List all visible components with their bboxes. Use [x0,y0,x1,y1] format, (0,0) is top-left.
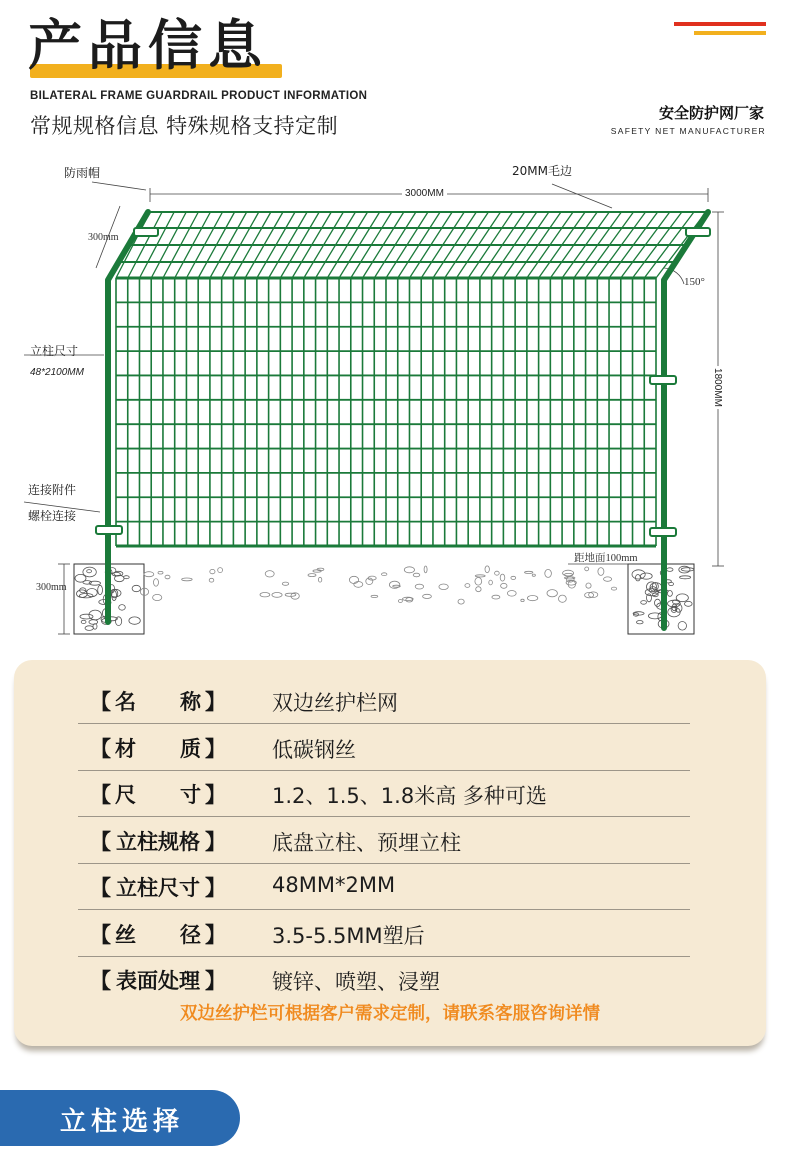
spec-value: 3.5-5.5MM塑后 [272,923,425,948]
gravel-stone [565,573,573,576]
gravel-stone [489,580,493,585]
gravel-stone [423,594,432,598]
spec-key: 【 立柱尺寸 】 [90,876,226,900]
connector-label-2: 螺栓连接 [28,509,77,523]
spec-value: 48MM*2MM [272,873,396,897]
spec-key: 【 表面处理 】 [90,969,226,993]
gravel-stone [495,571,500,575]
angle-label: 150° [684,276,705,288]
gravel-stone [476,587,481,592]
spec-key: 【 尺 寸 】 [90,783,226,807]
gravel-stone [521,599,524,601]
gravel-stone [500,574,505,581]
spec-value: 底盘立柱、预埋立柱 [272,830,461,855]
gravel-stone [366,578,373,585]
spec-row [78,864,690,910]
gravel-stone [317,568,324,571]
gravel-stone [265,571,274,577]
section-tab-label: 立柱选择 [60,1107,185,1137]
ground-gap-label: 距地面100mm [574,553,638,564]
page-title: 产品信息 [28,14,268,77]
accent-bar-red [674,22,766,26]
gravel-stone [182,578,193,581]
gravel-stone [382,573,387,576]
spec-key: 【 立柱规格 】 [90,829,226,854]
spec-row [78,911,690,957]
post-size-value: 48*2100MM [30,367,84,378]
gravel-stone [545,569,552,577]
wire-mesh [116,212,706,546]
accent-bar-yellow [694,31,766,35]
gravel-stone [371,595,378,597]
post-size-label: 立柱尺寸 [30,344,79,358]
page-subtitle-en: BILATERAL FRAME GUARDRAIL PRODUCT INFORMATION [30,90,368,102]
gravel-stone [566,577,574,582]
gravel-stone [475,578,482,586]
gravel-stone [501,583,507,588]
spec-value: 镀锌、喷塑、浸塑 [272,970,440,994]
gravel-stone [415,584,423,589]
fence-drawing [0,150,790,650]
gravel-stone [527,596,537,601]
gravel-stone [318,577,321,582]
gravel-stone [566,580,576,585]
spec-value: 1.2、1.5、1.8米高 多种可选 [272,784,547,808]
spec-value: 低碳钢丝 [272,737,356,762]
brand-name: 安全防护网厂家 [658,104,764,122]
gravel-stone [308,574,316,577]
gravel-stone [511,576,516,579]
gravel-stone [349,576,358,583]
gravel-stone [413,573,420,577]
gravel-stone [209,578,214,582]
gravel-stone [586,583,591,588]
gravel-stone [611,587,616,590]
spec-key: 【 名 称 】 [90,690,226,714]
width-dimension-label: 3000MM [402,188,447,199]
cap-dimension-label: 300mm [88,232,119,243]
gravel-stone [465,584,470,588]
customization-note: 双边丝护栏可根据客户需求定制，请联系客服咨询详情 [180,1004,600,1024]
gravel-stone [532,574,535,576]
gravel-stone [406,598,413,602]
gravel-stone [154,579,159,587]
gravel-stone [525,571,533,573]
gravel-stone [153,594,162,600]
edge-label: 20MM毛边 [512,164,572,178]
section-tab-post-selection [0,1090,240,1146]
gravel-stone [439,584,448,590]
gravel-texture [75,566,694,631]
gravel-stone [424,566,427,573]
gravel-stone [210,569,215,573]
gravel-stone [559,595,567,602]
gravel-stone [585,567,589,571]
connector-label-1: 连接附件 [28,483,77,497]
gravel-stone [547,590,557,597]
gravel-stone [272,593,282,598]
gravel-stone [485,566,489,573]
spec-row [78,771,690,817]
gravel-stone [475,575,485,577]
gravel-stone [492,595,500,599]
spec-row [78,725,690,771]
spec-key: 【 材 质 】 [90,736,226,761]
spec-row [78,678,690,724]
fence-illustration [0,150,790,650]
gravel-stone [458,599,464,604]
gravel-stone [507,591,516,597]
gravel-stone [285,593,296,596]
height-dimension-label: 1800MM [711,368,723,407]
gravel-stone [354,582,363,588]
gravel-stone [398,600,402,603]
spec-card [14,660,766,1046]
spec-value: 双边丝护栏网 [272,691,398,715]
spec-row [78,818,690,864]
gravel-stone [165,575,170,579]
gravel-stone [260,593,270,597]
gravel-stone [218,568,223,573]
page-subtitle-cn: 常规规格信息 特殊规格支持定制 [30,114,339,138]
gravel-stone [144,572,154,577]
rain-cap-label: 防雨帽 [64,166,101,180]
embed-depth-label: 300mm [36,582,67,593]
gravel-stone [158,571,163,574]
gravel-stone [598,568,604,576]
gravel-stone [604,577,612,581]
gravel-stone [282,582,288,585]
spec-row [78,957,690,1003]
gravel-stone [404,567,414,573]
spec-key: 【 丝 径 】 [90,922,226,947]
brand-name-en: SAFETY NET MANUFACTURER [610,126,766,136]
